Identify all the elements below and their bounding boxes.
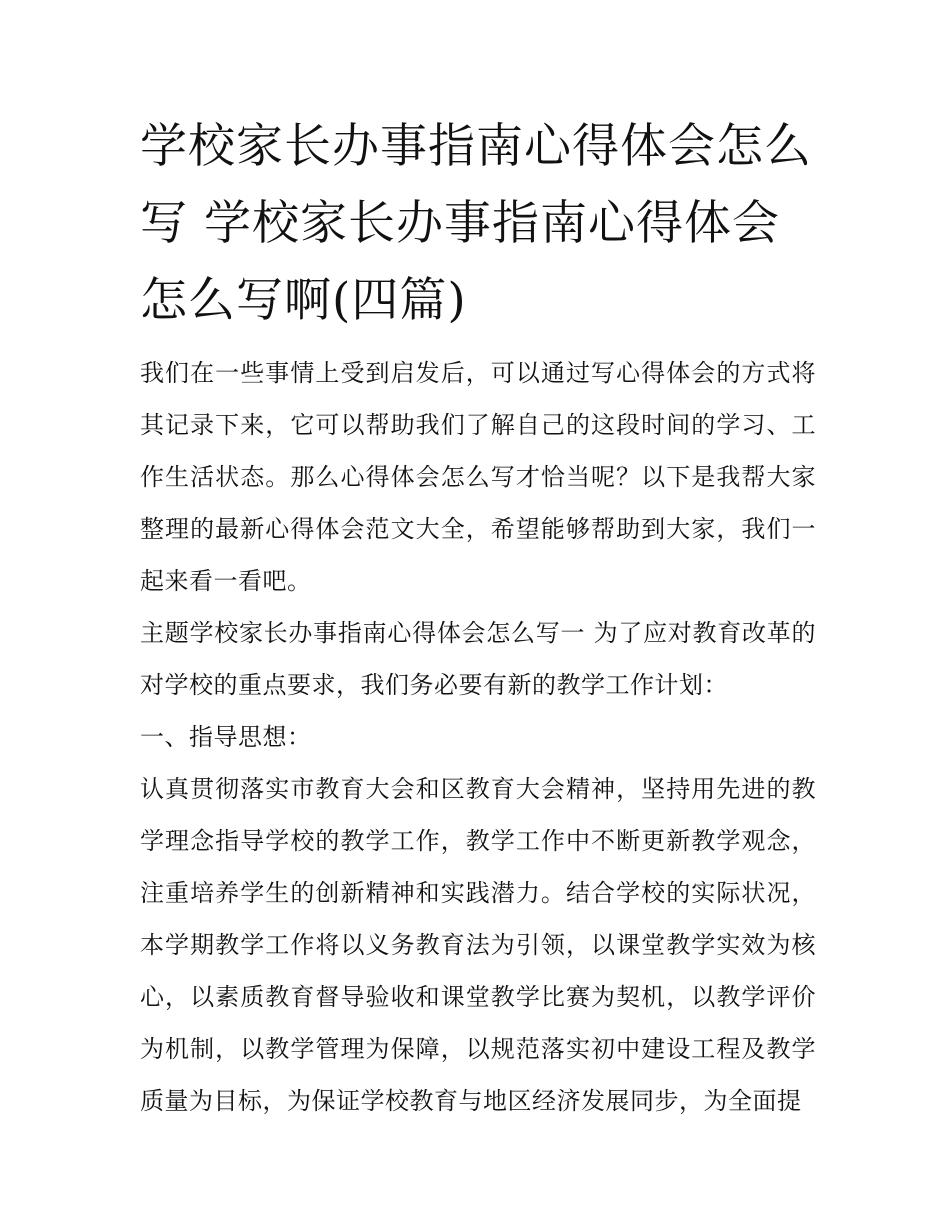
document-body	[140, 347, 816, 1127]
intro-paragraph: 我们在一些事情上受到启发后，可以通过写心得体会的方式将其记录下来，它可以帮助我们了解自己的这段时间的学习、工作生活状态。那么心得体会怎么写才恰当呢？以下是我帮大家整理的最新心得体会范文大全，希望能够帮助到大家，我们一起来看一看吧。	[140, 359, 816, 595]
document-page	[140, 108, 816, 1127]
document-title: 学校家长办事指南心得体会怎么写 学校家长办事指南心得体会怎么写啊(四篇)	[140, 119, 812, 328]
guiding-thought-paragraph: 认真贯彻落实市教育大会和区教育大会精神，坚持用先进的教学理念指导学校的教学工作，教学工作中不断更新教学观念，注重培养学生的创新精神和实践潜力。结合学校的实际状况，本学期教学工作将以义务教育法为引领，以课堂教学实效为核心，以素质教育督导验收和课堂教学比赛为契机，以教学评价为机制，以教学管理为保障，以规范落实初中建设工程及教学质量为目标，为保证学校教育与地区经济发展同步，为全面提	[140, 775, 816, 1115]
section-heading-guiding-thought: 一、指导思想：	[140, 723, 312, 751]
topic-paragraph: 主题学校家长办事指南心得体会怎么写一 为了应对教育改革的对学校的重点要求，我们务必要有新的教学工作计划：	[140, 619, 816, 699]
